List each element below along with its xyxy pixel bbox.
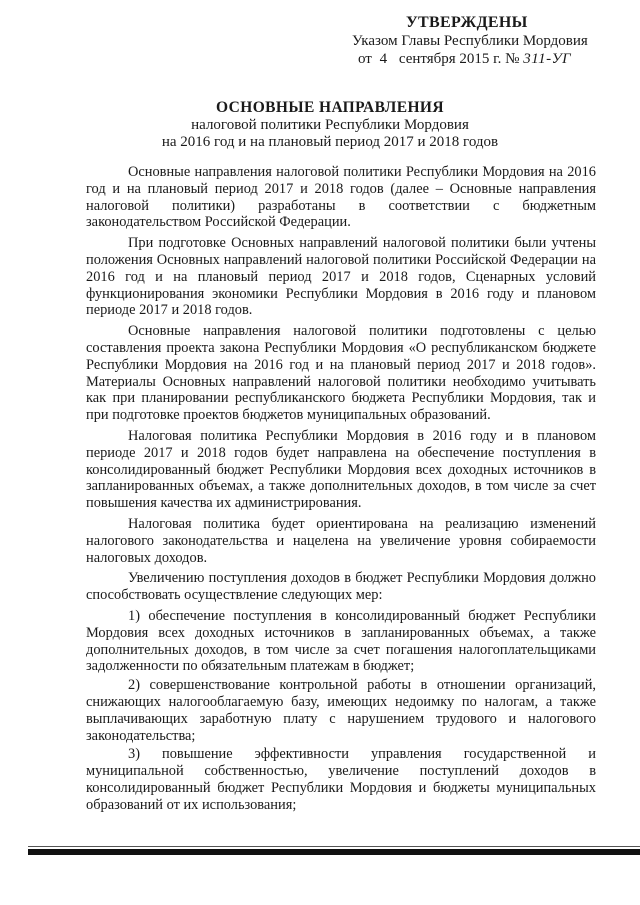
document-body <box>86 164 596 815</box>
paragraph-5: Налоговая политика будет ориентирована на реализацию изменений налогового законодательства и нацелена на увеличение уровня собираемости налоговых доходов. <box>86 515 596 566</box>
document-subtitle-2: на 2016 год и на плановый период 2017 и 2018 годов <box>161 134 499 150</box>
paragraph-6: Увеличению поступления доходов в бюджет Республики Мордовия должно способствовать осуществление следующих мер: <box>86 570 596 604</box>
document-heading <box>60 98 600 151</box>
approval-issuer: Указом Главы Республики Мордовия <box>352 33 588 49</box>
page-bottom-rule <box>28 849 640 855</box>
list-item-1: 1) обеспечение поступления в консолидированный бюджет Республики Мордовия всех доходных источников в запланированных объемах, а также дополнительных доходов, в том числе за счет погашения налогоплательщиками задолженности по обязательным платежам в бюджет; <box>86 607 596 675</box>
decree-number: 311-УГ <box>523 51 572 67</box>
paragraph-3: Основные направления налоговой политики подготовлены с целью составления проекта закона Республики Мордовия «О республиканском бюджете Республики Мордовия на 2016 год и на плановый период 2017 и 2018 годов». Материалы Основных направлений налоговой политики необходимо учитывать как при планировании республиканского бюджета Республики Мордовия, так и при подготовке проектов бюджетов муниципальных образований. <box>86 323 596 424</box>
date-month-year: сентября 2015 г. № <box>398 51 520 67</box>
approval-stamp <box>300 14 620 68</box>
list-item-2: 2) совершенствование контрольной работы в отношении организаций, снижающих налогооблагаемую базу, имеющих недоимку по налогам, а также выплачивающих заработную плату с нарушением трудового и налогового законодательства; <box>86 677 596 744</box>
approval-title: УТВЕРЖДЕНЫ <box>406 14 528 31</box>
page-bottom-rule-thin <box>28 846 640 847</box>
date-day: 4 <box>379 51 388 67</box>
document-title: ОСНОВНЫЕ НАПРАВЛЕНИЯ <box>216 99 444 116</box>
approval-date-line <box>300 50 620 68</box>
date-prefix: от <box>358 51 372 67</box>
document-subtitle-1: налоговой политики Республики Мордовия <box>191 117 469 133</box>
list-item-3: 3) повышение эффективности управления государственной и муниципальной собственностью, увеличение поступлений доходов в консолидированный бюджет Республики Мордовия и бюджеты муниципальных образований от их использования; <box>86 746 596 813</box>
paragraph-1: Основные направления налоговой политики Республики Мордовия на 2016 год и на плановый период 2017 и 2018 годов (далее – Основные направления налоговой политики) разработаны в соответствии с бюджетным законодательством Российской Федерации. <box>86 164 596 231</box>
paragraph-2: При подготовке Основных направлений налоговой политики были учтены положения Основных направлений налоговой политики Российской Федерации на 2016 год и на плановый период 2017 и 2018 годов, Сценарных условий функционирования экономики Республики Мордовия в 2016 году и плановом периоде 2017 и 2018 годов. <box>86 235 596 319</box>
paragraph-4: Налоговая политика Республики Мордовия в 2016 году и в плановом периоде 2017 и 2018 годов будет направлена на обеспечение поступления в консолидированный бюджет Республики Мордовия всех доходных источников в запланированных объемах, а также дополнительных доходов, в том числе за счет повышения качества их администрирования. <box>86 427 596 512</box>
